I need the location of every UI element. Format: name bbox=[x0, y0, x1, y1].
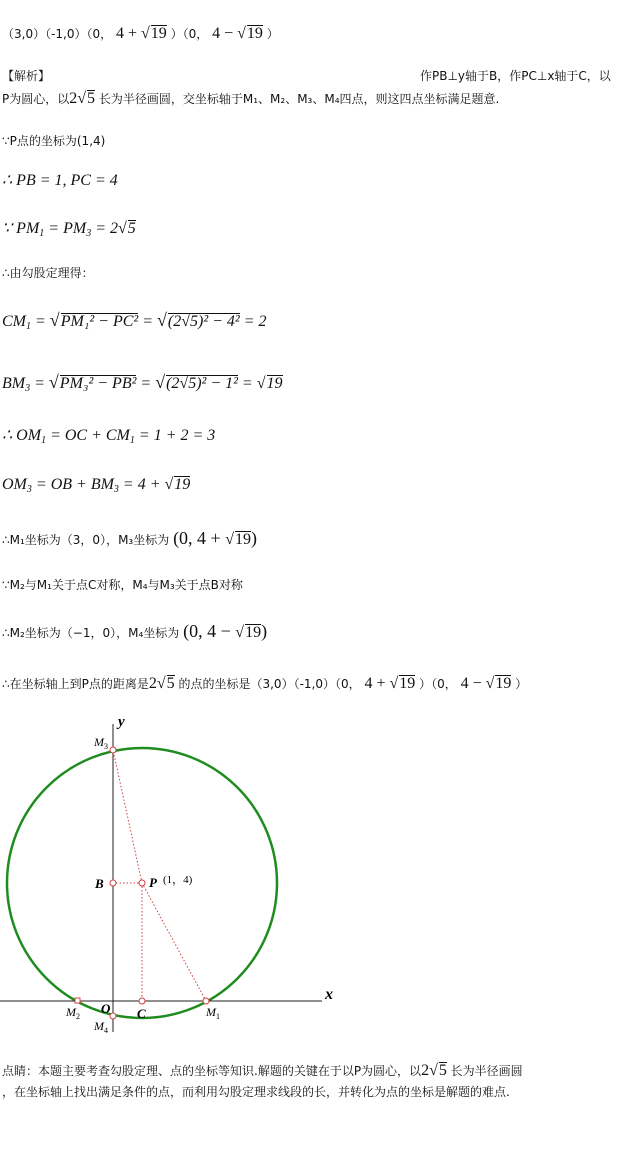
label-m4-sub: 4 bbox=[104, 1026, 108, 1035]
m1m3-b: (0, 4 + bbox=[173, 528, 226, 548]
s3-sub1: 1 bbox=[39, 228, 45, 239]
om1-c: = 1 + 2 = 3 bbox=[134, 427, 216, 444]
eq-bm3: $BM_3 = √PM_3^2 - PB^2 = √(2√5)^2 - 1^2 = √19$ bbox=[2, 372, 283, 394]
analysis-heading: 【解析】 bbox=[2, 69, 51, 83]
step-pythag: ∴由勾股定理得： bbox=[2, 266, 94, 280]
label-p-coord: (1，4) bbox=[163, 874, 193, 886]
label-m1-sub: 1 bbox=[216, 1012, 220, 1021]
comment-line-2: ，在坐标轴上找出满足条件的点，而利用勾股定理求线段的长，并转化为点的坐标是解题的难点. bbox=[2, 1085, 510, 1099]
step-pb-pc: ∴ PB = 1, PC = 4 bbox=[2, 172, 118, 189]
comment-l1-a: 点睛：本题主要考查勾股定理、点的坐标等知识.解题的关键在于以P为圆心，以 bbox=[2, 1064, 422, 1078]
step-pm1-pm3: ∵ $PM_1 = PM_3 = 2√5$ bbox=[2, 220, 136, 239]
step-symmetry: ∵M₂与M₁关于点C对称，M₄与M₃关于点B对称 bbox=[2, 578, 243, 592]
s3-sub2: 3 bbox=[86, 228, 92, 239]
om3-r: 19 bbox=[174, 476, 191, 493]
point-c bbox=[139, 998, 145, 1004]
conc-c: 的点的坐标是（3,0）（-1,0）（0， bbox=[178, 677, 361, 691]
om3-c: = 4 + bbox=[118, 476, 165, 493]
point-p bbox=[139, 880, 145, 886]
m2m4-b: (0, 4 − bbox=[183, 621, 236, 641]
bm3-a: BM bbox=[2, 375, 26, 392]
point-m3 bbox=[110, 747, 116, 753]
point-m1 bbox=[203, 998, 209, 1004]
point-m2 bbox=[75, 998, 80, 1003]
bm3-s: 3 bbox=[25, 383, 31, 394]
label-m1: M bbox=[206, 1005, 216, 1019]
bm3-r: PM₃² − PB² bbox=[59, 375, 137, 392]
om3-s: 3 bbox=[26, 484, 32, 495]
eq-om1 bbox=[2, 428, 215, 449]
s3-a: ∵ PM bbox=[2, 220, 40, 237]
conc-d: 4 + bbox=[364, 675, 390, 692]
conc-r2: 19 bbox=[399, 675, 416, 692]
om3-b: = OB + BM bbox=[31, 476, 114, 493]
answer-text-5: ） bbox=[266, 27, 279, 41]
analysis-l2-rad: 5 bbox=[87, 90, 96, 107]
step-m1-m3: ∴M₁坐标为（3，0），M₃坐标为 (0, 4 + √19) bbox=[2, 528, 257, 548]
eq-om3: $OM_3$ = OB + $BM_3 = 4 + √19$ bbox=[2, 476, 191, 495]
label-c: C bbox=[137, 1006, 146, 1021]
label-x: x bbox=[325, 986, 333, 1003]
answer-text-4: 4 − bbox=[212, 25, 238, 42]
conc-e: ）（0， bbox=[419, 677, 457, 691]
answer-line: （3,0）（-1,0）（0， 4 + √19 ）（0， 4 − √19 ） bbox=[2, 25, 279, 42]
comment-l1-r: 5 bbox=[438, 1062, 447, 1079]
answer-root-1: 19 bbox=[150, 25, 167, 42]
analysis-line-2: P为圆心，以2√5 长为半径画圆，交坐标轴于M₁、M₂、M₃、M₄四点，则这四点坐标满足题意. bbox=[2, 90, 500, 107]
om3-a: OM bbox=[2, 476, 27, 493]
cm1-s: 1 bbox=[26, 321, 31, 332]
point-m4 bbox=[110, 1013, 116, 1019]
label-m3: M bbox=[94, 735, 104, 749]
conc-b: 2 bbox=[148, 675, 157, 692]
step-p-coord: ∵P点的坐标为(1,4) bbox=[2, 134, 106, 148]
analysis-l2-a: P为圆心，以 bbox=[2, 92, 70, 106]
conc-f: 4 − bbox=[460, 675, 486, 692]
step-m2-m4: ∴M₂坐标为（−1，0），M₄坐标为 (0, 4 − √19) bbox=[2, 621, 268, 641]
conc-r3: 19 bbox=[495, 675, 512, 692]
bm3-c: = bbox=[136, 375, 156, 392]
label-b: B bbox=[95, 876, 104, 891]
om1-s: 1 bbox=[41, 435, 47, 446]
s3-r: 5 bbox=[127, 220, 136, 237]
analysis-line-1: 作PB⊥y轴于B，作PC⊥x轴于C，以 bbox=[420, 69, 611, 83]
answer-text-2: 4 + bbox=[115, 25, 141, 42]
comment-l1-b: 长为半径画圆 bbox=[450, 1064, 523, 1078]
m1m3-c: ) bbox=[251, 528, 257, 548]
om1-s2: 1 bbox=[129, 435, 135, 446]
m1m3-a: ∴M₁坐标为（3，0），M₃坐标为 bbox=[2, 533, 170, 547]
om1-b: = OC + CM bbox=[46, 427, 130, 444]
answer-root-2: 19 bbox=[246, 25, 263, 42]
om3-s2: 3 bbox=[113, 484, 119, 495]
analysis-l2-coef: 2 bbox=[69, 90, 78, 107]
answer-text-1: （3,0）（-1,0）（0， bbox=[2, 27, 113, 41]
m2m4-r: 19 bbox=[245, 624, 262, 641]
label-o: O bbox=[101, 1001, 111, 1016]
conc-a: ∴在坐标轴上到P点的距离是 bbox=[2, 677, 149, 691]
label-y: y bbox=[118, 714, 125, 730]
coordinate-figure bbox=[0, 712, 345, 1042]
conc-g: ） bbox=[515, 677, 528, 691]
cm1-r: PM₁² − PC² bbox=[60, 313, 139, 330]
comment-l1-coef: 2 bbox=[421, 1062, 430, 1079]
comment-line-1: 点睛：本题主要考查勾股定理、点的坐标等知识.解题的关键在于以P为圆心，以2√5 长为半径画圆 bbox=[2, 1062, 523, 1079]
om1-a: ∴ OM bbox=[2, 427, 42, 444]
answer-text-3: ）（0， bbox=[170, 27, 209, 41]
m2m4-c: ) bbox=[261, 621, 268, 641]
label-m4: M bbox=[94, 1019, 104, 1033]
m2m4-a: ∴M₂坐标为（−1，0），M₄坐标为 bbox=[2, 626, 180, 640]
bm3-d: (2√5)² − 1² bbox=[166, 375, 238, 392]
s3-c: = 2 bbox=[91, 220, 118, 237]
label-m2: M bbox=[66, 1005, 76, 1019]
bm3-e: = bbox=[237, 375, 257, 392]
cm1-b: = bbox=[31, 313, 50, 330]
eq-cm1: $CM_1 = √PM_1^2 - PC^2 = √(2√5)^2 - 4^2 = 2$ bbox=[2, 310, 267, 332]
step-conclusion: ∴在坐标轴上到P点的距离是2√5 的点的坐标是（3,0）（-1,0）（0， 4 + √19 ）（0， 4 − √19 ） bbox=[2, 675, 528, 692]
s3-b: = PM bbox=[44, 220, 87, 237]
analysis-l2-b: 长为半径画圆，交坐标轴于M₁、M₂、M₃、M₄四点，则这四点坐标满足题意. bbox=[98, 92, 500, 106]
conc-r: 5 bbox=[166, 675, 175, 692]
cm1-e: = 2 bbox=[239, 313, 267, 330]
cm1-c: = bbox=[138, 313, 157, 330]
point-b bbox=[110, 880, 116, 886]
label-m3-sub: 3 bbox=[104, 742, 108, 751]
m1m3-r: 19 bbox=[235, 531, 251, 548]
cm1-d: (2√5)² − 4² bbox=[167, 313, 240, 330]
cm1-a: CM bbox=[2, 313, 26, 330]
bm3-f: 19 bbox=[266, 375, 283, 392]
bm3-b: = bbox=[30, 375, 49, 392]
label-p: P bbox=[149, 875, 157, 890]
label-m2-sub: 2 bbox=[76, 1012, 80, 1021]
